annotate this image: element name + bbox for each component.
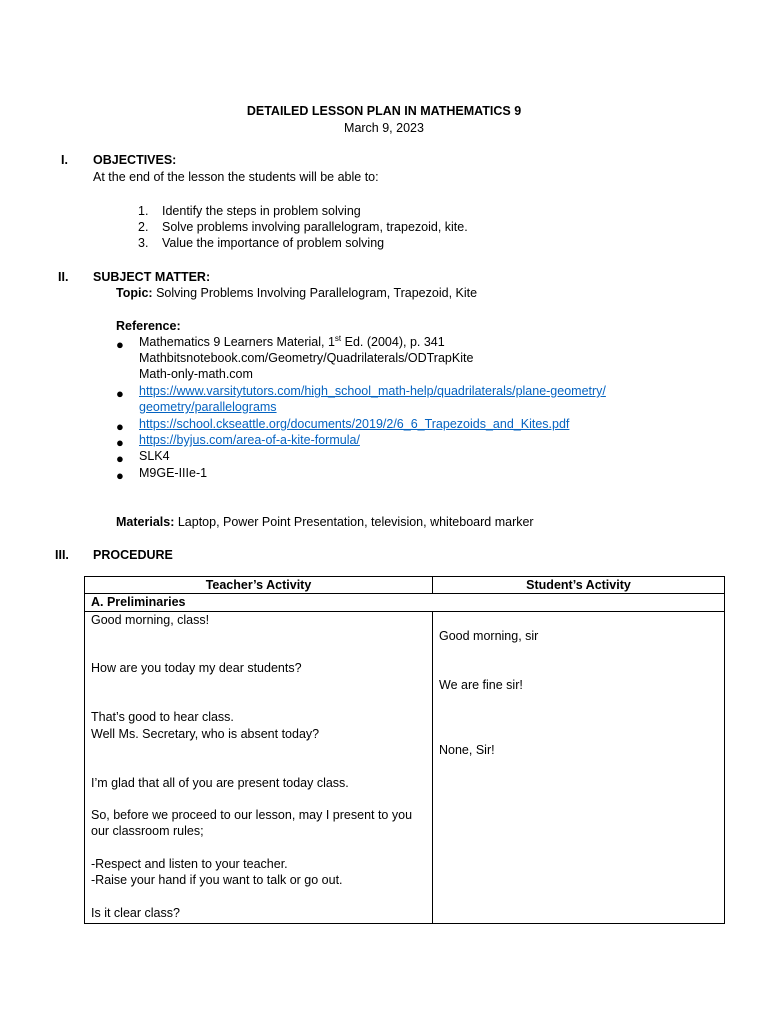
objective-number: 1. <box>138 204 149 218</box>
reference-link-byjus[interactable]: https://byjus.com/area-of-a-kite-formula/ <box>139 433 360 447</box>
document-title: DETAILED LESSON PLAN IN MATHEMATICS 9 <box>246 104 522 118</box>
objectives-heading: OBJECTIVES: <box>93 153 177 167</box>
student-line: We are fine sir! <box>439 677 523 692</box>
bullet-icon: ● <box>116 386 124 401</box>
student-activity-cell <box>433 611 725 923</box>
reference-label: Reference: <box>116 319 181 333</box>
teacher-line: our classroom rules; <box>91 824 204 839</box>
column-header-student: Student’s Activity <box>433 577 725 594</box>
teacher-blank-line <box>91 889 426 905</box>
topic-text: Solving Problems Involving Parallelogram, Trapezoid, Kite <box>156 286 478 300</box>
bullet-icon: ● <box>116 337 124 352</box>
student-blank-line <box>439 709 718 725</box>
objectives-number: I. <box>61 153 68 167</box>
objective-item: Identify the steps in problem solving <box>162 204 361 218</box>
topic-line <box>116 286 477 300</box>
student-blank-line <box>439 693 718 709</box>
teacher-blank-line <box>91 840 426 856</box>
reference-link-ckseattle[interactable]: https://school.ckseattle.org/documents/2019/2/6_6_Trapezoids_and_Kites.pdf <box>139 417 570 431</box>
document-date: March 9, 2023 <box>344 121 424 135</box>
teacher-blank-line <box>91 742 426 758</box>
teacher-blank-line <box>91 644 426 660</box>
student-blank-line <box>439 644 718 660</box>
teacher-blank-line <box>91 628 426 644</box>
student-blank-line <box>439 612 718 628</box>
procedure-number: III. <box>55 548 69 562</box>
teacher-line: Is it clear class? <box>91 905 180 920</box>
materials-label: Materials: <box>116 515 175 529</box>
teacher-blank-line <box>91 693 426 709</box>
procedure-table <box>84 576 725 924</box>
teacher-line: Well Ms. Secretary, who is absent today? <box>91 726 320 741</box>
objective-item: Solve problems involving parallelogram, trapezoid, kite. <box>162 220 468 234</box>
teacher-line: That’s good to hear class. <box>91 710 234 725</box>
teacher-blank-line <box>91 758 426 774</box>
student-blank-line <box>439 726 718 742</box>
objective-number: 3. <box>138 236 149 250</box>
reference-text: M9GE-IIIe-1 <box>139 466 208 480</box>
reference-text: SLK4 <box>139 449 170 463</box>
student-blank-line <box>439 660 718 676</box>
procedure-heading: PROCEDURE <box>93 548 173 562</box>
teacher-line: -Raise your hand if you want to talk or go out. <box>91 873 343 888</box>
teacher-line: So, before we proceed to our lesson, may I present to you <box>91 808 413 823</box>
reference-text: Mathbitsnotebook.com/Geometry/Quadrilaterals/ODTrapKite <box>139 351 474 365</box>
reference-text: Math-only-math.com <box>139 367 253 381</box>
teacher-blank-line <box>91 791 426 807</box>
reference-text: Mathematics 9 Learners Material, 1 <box>139 335 335 349</box>
teacher-line: -Respect and listen to your teacher. <box>91 857 288 872</box>
reference-link-varsitytutors[interactable]: https://www.varsitytutors.com/high_school_math-help/quadrilaterals/plane-geometry/ <box>139 384 606 398</box>
subject-matter-number: II. <box>58 270 69 284</box>
teacher-line: Good morning, class! <box>91 612 210 627</box>
subject-matter-heading: SUBJECT MATTER: <box>93 270 211 284</box>
reference-item-1 <box>139 335 445 349</box>
bullet-icon: ● <box>116 435 124 450</box>
materials-line <box>116 515 534 529</box>
teacher-blank-line <box>91 677 426 693</box>
section-preliminaries: A. Preliminaries <box>85 594 725 611</box>
objective-number: 2. <box>138 220 149 234</box>
table-section-row <box>85 594 725 611</box>
reference-text: Ed. (2004), p. 341 <box>341 335 445 349</box>
bullet-icon: ● <box>116 419 124 434</box>
objectives-intro: At the end of the lesson the students will be able to: <box>93 170 379 184</box>
reference-link-varsitytutors-cont[interactable]: geometry/parallelograms <box>139 400 277 414</box>
materials-text: Laptop, Power Point Presentation, television, whiteboard marker <box>177 515 534 529</box>
teacher-line: I’m glad that all of you are present today class. <box>91 775 349 790</box>
teacher-activity-cell <box>85 611 433 923</box>
objective-item: Value the importance of problem solving <box>162 236 385 250</box>
student-line: None, Sir! <box>439 742 495 757</box>
table-header-row <box>85 577 725 594</box>
reference-superscript: st <box>334 333 342 343</box>
topic-label: Topic: <box>116 286 153 300</box>
table-row <box>85 611 725 923</box>
student-line: Good morning, sir <box>439 628 539 643</box>
bullet-icon: ● <box>116 451 124 466</box>
bullet-icon: ● <box>116 468 124 483</box>
teacher-line: How are you today my dear students? <box>91 661 302 676</box>
column-header-teacher: Teacher’s Activity <box>85 577 433 594</box>
